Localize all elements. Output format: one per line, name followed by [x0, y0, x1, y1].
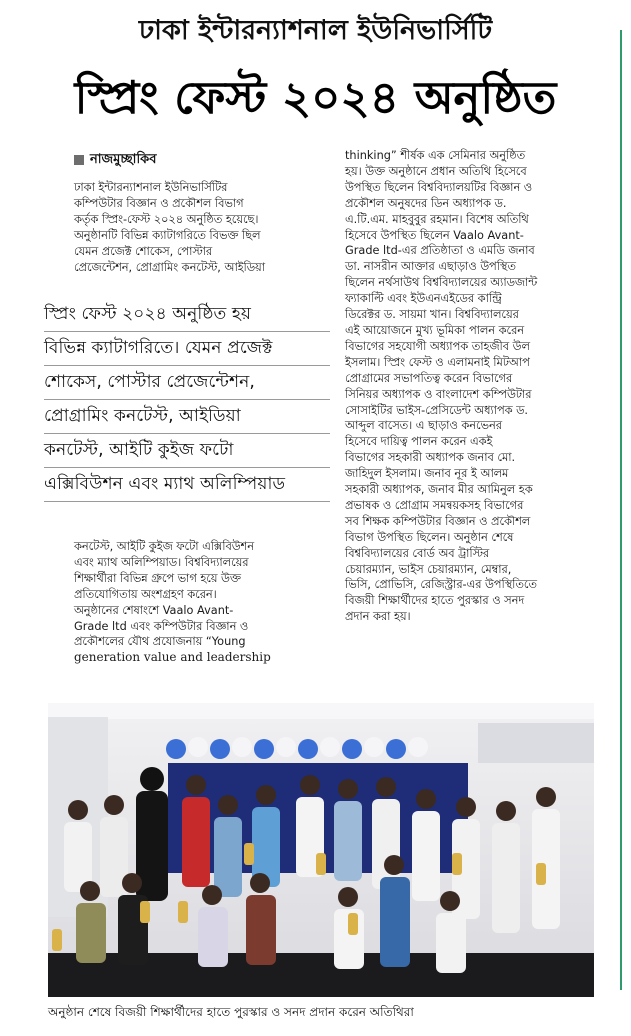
text-line: বিজয়ী শিক্ষার্থীদের হাতে পুরস্কার ও সনদ — [345, 594, 525, 608]
text-line: ঢাকা ইন্টারন্যাশনাল ইউনিভার্সিটির — [74, 181, 228, 194]
text-line: যেমন প্রজেক্ট শোকেস, পোস্টার — [74, 244, 213, 258]
text-line: বিভাগ উপস্থিত ছিলেন। অনুষ্ঠান শেষে — [345, 530, 514, 544]
pull-quote-line: স্প্রিং ফেস্ট ২০২৪ অনুষ্ঠিত হয় — [44, 298, 330, 332]
byline-square-icon — [74, 155, 84, 165]
text-line: বিশ্ববিদ্যালয়ের বোর্ড অব ট্রাস্টির — [345, 546, 490, 560]
pull-quote-line: শোকেস, পোস্টার প্রেজেন্টেশন, — [44, 366, 330, 400]
text-line: প্রতিযোগিতায় অংশগ্রহণ করেন। — [74, 587, 217, 601]
kicker-headline: ঢাকা ইন্টারন্যাশনাল ইউনিভার্সিটি — [138, 15, 493, 46]
text-line: Grade ltd-এর প্রতিষ্ঠাতা ও এমডি জনাব — [345, 244, 535, 258]
column-rule — [620, 30, 622, 990]
pull-quote-line: এক্সিবিউশন এবং ম্যাথ অলিম্পিয়াড — [44, 468, 330, 502]
pull-quote — [44, 298, 330, 502]
text-line: ভিসি, প্রোভিসি, রেজিস্ট্রার-এর উপস্থিতিতে — [345, 578, 537, 592]
text-line: বিভাগের সহকারী অধ্যাপক জনাব মো. — [345, 451, 516, 465]
text-line: প্রেজেন্টেশন, প্রোগ্রামিং কনটেস্ট, আইডিয়া — [74, 260, 265, 274]
text-line: কম্পিউটার বিজ্ঞান ও প্রকৌশল বিভাগ — [74, 196, 244, 210]
text-line: হয়। উক্ত অনুষ্ঠানে প্রধান অতিথি হিসেবে — [345, 164, 527, 178]
text-line: Grade ltd এবং কম্পিউটার বিজ্ঞান ও — [74, 619, 249, 633]
text-line: প্রদান করা হয়। — [345, 610, 411, 624]
pull-quote-line: প্রোগ্রামিং কনটেস্ট, আইডিয়া — [44, 400, 330, 434]
text-line: এ.টি.এম. মাহবুবুর রহমান। বিশেষ অতিথি — [345, 212, 529, 226]
text-line: এই আয়োজনে মুখ্য ভূমিকা পালন করেন — [345, 323, 525, 337]
text-line: ফ্যাকাল্টি এবং ইউএনএইডের কান্ট্রি — [345, 292, 502, 306]
article-column-right — [345, 148, 615, 625]
group-photo-illustration — [48, 703, 594, 997]
text-line: প্রকৌশল অনুষদের ডিন অধ্যাপক ড. — [345, 196, 507, 210]
text-line: হিসেবে উপস্থিত ছিলেন Vaalo Avant- — [345, 228, 524, 242]
text-line: ইসলাম। স্প্রিং ফেস্ট ও এলামনাই মিটআপ — [345, 355, 530, 369]
text-line: হিসেবে দায়িত্ব পালন করেন একই — [345, 435, 493, 449]
text-line: চেয়ারম্যান, ভাইস চেয়ারম্যান, মেম্বার, — [345, 562, 512, 576]
text-line: thinking” শীর্ষক এক সেমিনার অনুষ্ঠিত — [345, 149, 526, 162]
text-line: ডিরেক্টর ড. সায়মা খান। বিশ্ববিদ্যালয়ের — [345, 308, 519, 322]
article-column-left-top — [74, 180, 324, 275]
byline — [74, 150, 157, 171]
text-line: প্রভাষক ও প্রোগ্রাম সমন্বয়কসহ বিভাগের — [345, 498, 524, 512]
text-line: অনুষ্ঠানের শেষাংশে Vaalo Avant- — [74, 603, 234, 617]
text-line: এবং ম্যাথ অলিম্পিয়াড। বিশ্ববিদ্যালয়ের — [74, 555, 249, 569]
text-line: উপস্থিত ছিলেন বিশ্ববিদ্যালয়টির বিজ্ঞান ও — [345, 180, 533, 194]
text-line: ছিলেন নর্থসাউথ বিশ্ববিদ্যালয়ের অ্যাডজান্ট — [345, 276, 538, 290]
pull-quote-line: কনটেস্ট, আইটি কুইজ ফটো — [44, 434, 330, 468]
text-line: কনটেস্ট, আইটি কুইজ ফটো এক্সিবিউশন — [74, 540, 254, 553]
group-photo — [48, 703, 594, 997]
text-line: প্রোগ্রামের সভাপতিত্ব করেন বিভাগের — [345, 371, 513, 385]
text-line: আব্দুল বাসেত। এ ছাড়াও কনভেনর — [345, 419, 502, 433]
main-headline: স্প্রিং ফেস্ট ২০২৪ অনুষ্ঠিত — [74, 71, 557, 124]
text-line: সহকারী অধ্যাপক, জনাব মীর আমিনুল হক — [345, 483, 533, 497]
text-line: কর্তৃক স্প্রিং-ফেস্ট ২০২৪ অনুষ্ঠিত হয়েছে। — [74, 212, 259, 226]
text-line: সোসাইটির ভাইস-প্রেসিডেন্ট অধ্যাপক ড. — [345, 403, 529, 417]
text-line: বিভাগের সহযোগী অধ্যাপক তাহজীব উল — [345, 339, 530, 353]
text-line: সিনিয়র অধ্যাপক ও বাংলাদেশ কম্পিউটার — [345, 387, 532, 401]
photo-caption: অনুষ্ঠান শেষে বিজয়ী শিক্ষার্থীদের হাতে পুরস্কার ও সনদ প্রদান করেন অতিথিরা — [48, 1005, 414, 1019]
text-line: সব শিক্ষক কম্পিউটার বিজ্ঞান ও প্রকৌশল — [345, 514, 531, 528]
text-line: অনুষ্ঠানটি বিভিন্ন ক্যাটাগরিতে বিভক্ত ছিল — [74, 228, 261, 242]
text-line: শিক্ষার্থীরা বিভিন্ন গ্রুপে ভাগ হয়ে উক্ত — [74, 571, 241, 585]
text-line: ডা. নাসরীন আক্তার এছাড়াও উপস্থিত — [345, 260, 516, 274]
article-column-left-bottom — [74, 539, 326, 666]
text-line: generation value and leadership — [74, 650, 271, 665]
text-line: জাহিদুল ইসলাম। জনাব নূর ই আলম — [345, 467, 509, 481]
text-line: প্রকৌশলের যৌথ প্রযোজনায় “Young — [74, 635, 246, 649]
byline-author: নাজমুচ্ছাকিব — [90, 152, 157, 167]
pull-quote-line: বিভিন্ন ক্যাটাগরিতে। যেমন প্রজেক্ট — [44, 332, 330, 366]
